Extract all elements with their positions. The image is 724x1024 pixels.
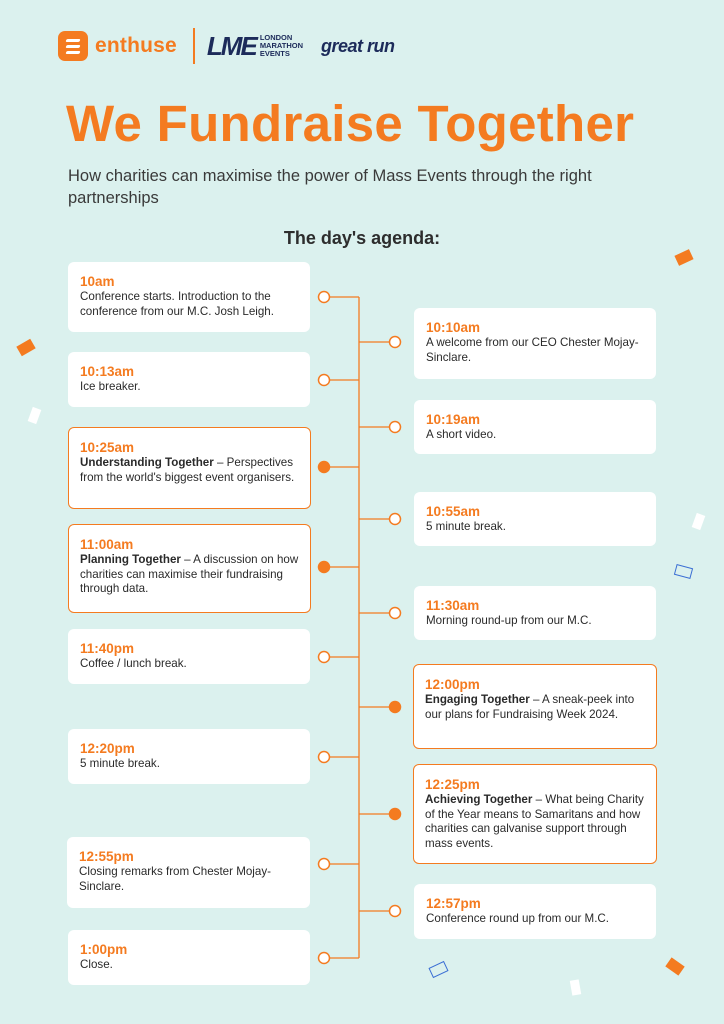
timeline-dot bbox=[319, 752, 330, 763]
agenda-item-featured bbox=[68, 524, 311, 613]
agenda-text: Morning round-up from our M.C. bbox=[426, 614, 592, 627]
timeline-dot bbox=[319, 375, 330, 386]
agenda-item bbox=[68, 262, 310, 332]
agenda-time: 11:30am bbox=[426, 598, 480, 613]
agenda-text: Closing remarks from Chester Mojay-Sinclare. bbox=[79, 865, 271, 893]
lme-logo-mark: LME bbox=[206, 30, 256, 61]
timeline-dot bbox=[390, 608, 401, 619]
agenda-item bbox=[414, 884, 656, 939]
agenda-item bbox=[68, 629, 310, 684]
agenda-item bbox=[414, 586, 656, 640]
agenda-time: 10:19am bbox=[426, 412, 481, 427]
agenda-time: 12:20pm bbox=[80, 741, 135, 756]
timeline-dot bbox=[390, 906, 401, 917]
agenda-item bbox=[414, 400, 656, 454]
timeline-dot bbox=[390, 337, 401, 348]
timeline-dot bbox=[319, 859, 330, 870]
agenda-text: – What being Charity of the Year means to Samaritans and how charities can galvanise support through mass events. bbox=[425, 793, 644, 850]
agenda-item-featured bbox=[413, 764, 657, 864]
great-run-logo: great run bbox=[321, 35, 395, 56]
agenda-time: 10:25am bbox=[80, 440, 135, 455]
agenda-text: Ice breaker. bbox=[80, 380, 141, 393]
agenda-item-featured bbox=[413, 664, 657, 749]
timeline-dot-filled bbox=[390, 702, 401, 713]
agenda-text: 5 minute break. bbox=[80, 757, 160, 770]
timeline-dot-filled bbox=[319, 562, 330, 573]
agenda-heading: The day's agenda: bbox=[283, 228, 441, 248]
enthuse-logo-text: enthuse bbox=[95, 34, 177, 57]
agenda-session-title: Understanding Together bbox=[80, 456, 214, 469]
agenda-time: 12:00pm bbox=[425, 677, 480, 692]
agenda-time: 11:00am bbox=[80, 537, 134, 552]
timeline-dot bbox=[319, 292, 330, 303]
agenda-item bbox=[68, 352, 310, 407]
timeline-dot-filled bbox=[390, 809, 401, 820]
agenda-text: A welcome from our CEO Chester Mojay-Sinclare. bbox=[426, 336, 639, 364]
timeline-dot bbox=[390, 514, 401, 525]
agenda-text: Conference starts. Introduction to the conference from our M.C. Josh Leigh. bbox=[80, 290, 274, 318]
agenda-text: – Perspectives from the world's biggest event organisers. bbox=[80, 456, 295, 484]
agenda-item-featured bbox=[68, 427, 311, 509]
agenda-text: – A discussion on how charities can maximise their fundraising through data. bbox=[80, 553, 299, 596]
agenda-time: 10:13am bbox=[80, 364, 135, 379]
timeline-dot bbox=[319, 953, 330, 964]
agenda-item bbox=[414, 308, 656, 379]
page-subtitle: How charities can maximise the power of Mass Events through the right partnerships bbox=[68, 167, 592, 207]
agenda-time: 10am bbox=[80, 274, 115, 289]
agenda-time: 10:10am bbox=[426, 320, 481, 335]
agenda-session-title: Achieving Together bbox=[425, 793, 533, 806]
timeline-dot bbox=[390, 422, 401, 433]
agenda-item bbox=[414, 492, 656, 546]
agenda-time: 11:40pm bbox=[80, 641, 135, 656]
agenda-text: Coffee / lunch break. bbox=[80, 657, 187, 670]
agenda-text: A short video. bbox=[426, 428, 497, 441]
agenda-item bbox=[67, 837, 310, 908]
agenda-time: 1:00pm bbox=[80, 942, 128, 957]
agenda-text: – A sneak-peek into our plans for Fundraising Week 2024. bbox=[425, 693, 635, 721]
agenda-time: 12:25pm bbox=[425, 777, 480, 792]
page-title: We Fundraise Together bbox=[66, 95, 635, 152]
agenda-time: 10:55am bbox=[426, 504, 481, 519]
agenda-session-title: Planning Together bbox=[80, 553, 181, 566]
agenda-time: 12:57pm bbox=[426, 896, 481, 911]
agenda-text: 5 minute break. bbox=[426, 520, 506, 533]
lme-logo-text: LONDON MARATHON EVENTS bbox=[259, 33, 303, 58]
agenda-item bbox=[68, 729, 310, 784]
agenda-text: Close. bbox=[80, 958, 113, 971]
agenda-time: 12:55pm bbox=[79, 849, 134, 864]
timeline-dot-filled bbox=[319, 462, 330, 473]
agenda-item bbox=[68, 930, 310, 985]
timeline-dot bbox=[319, 652, 330, 663]
agenda-text: Conference round up from our M.C. bbox=[426, 912, 610, 925]
agenda-session-title: Engaging Together bbox=[425, 693, 530, 706]
